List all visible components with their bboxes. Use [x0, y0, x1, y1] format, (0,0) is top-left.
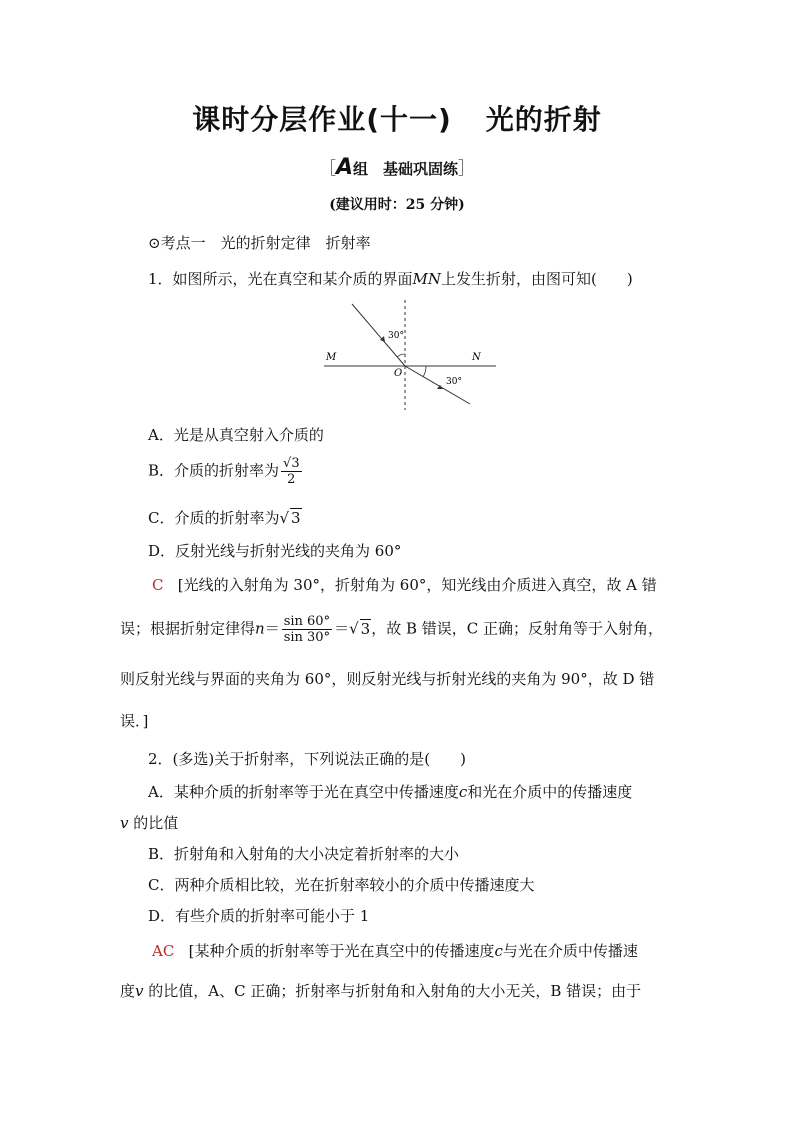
q1-stem-text: 1．如图所示，光在真空和某介质的界面 [148, 270, 413, 288]
q1-answer-eq2: ＝ [334, 619, 350, 638]
frac-den: 2 [287, 472, 296, 487]
q1-option-c-radicand: 3 [291, 509, 301, 527]
q1-option-b [148, 456, 304, 487]
title-main: 课时分层作业(十一) [192, 103, 452, 136]
q1-option-c-text: C．介质的折射率为 [148, 509, 280, 527]
angle-arc-top [397, 354, 405, 357]
q2-option-a-text2: 和光在介质中的传播速度 [467, 783, 633, 801]
frac-num: √3 [283, 456, 300, 471]
q2-v: v [120, 814, 129, 832]
q1-option-b-text: B．介质的折射率为 [148, 461, 280, 480]
frac-den: sin 30° [283, 630, 331, 645]
title-topic: 光的折射 [485, 103, 602, 136]
frac-num: sin 60° [283, 614, 331, 629]
suggested-time: (建议用时：25 分钟) [329, 197, 465, 213]
refraction-diagram [318, 296, 498, 418]
q2-option-a-line2 [120, 812, 178, 833]
q2-option-a-line1 [148, 781, 632, 802]
q1-answer-letter: C [152, 576, 164, 594]
q1-option-d: D．反射光线与折射光线的夹角为 60° [148, 542, 402, 560]
q1-answer-line2: 误；根据折射定律得n＝ $\frac{\sin 60^\circ}{\sin 30^\circ}$ ＝√ 3，故 B 错误，C 正确；反射角等于入射角， [120, 614, 664, 645]
q2-option-d: D．有些介质的折射率可能小于 1 [148, 907, 370, 925]
q1-option-b-fraction [281, 456, 302, 487]
q2-answer-text1b: 与光在介质中传播速 [502, 942, 638, 960]
label-n: N [472, 352, 481, 363]
q2-answer-line1 [152, 940, 638, 961]
q2-option-a-text3: 的比值 [133, 814, 179, 832]
q2-answer-v: v [135, 982, 144, 1000]
refraction-svg [318, 296, 498, 414]
q1-mn: MN [412, 270, 442, 288]
q1-answer-fraction [282, 614, 332, 645]
q1-answer-radicand: 3 [360, 619, 371, 638]
q1-answer-line3: 则反射光线与界面的夹角为 60°，则反射光线与折射光线的夹角为 90°，故 D 错 [120, 670, 655, 688]
angle-label-top: 30° [388, 331, 404, 341]
q2-option-a-text1: A．某种介质的折射率等于光在真空中传播速度 [148, 783, 459, 801]
q1-answer-text1: [光线的入射角为 30°，折射角为 60°，知光线由介质进入真空，故 A 错 [177, 576, 657, 594]
q2-option-c: C．两种介质相比较，光在折射率较小的介质中传播速度大 [148, 876, 535, 894]
q1-stem-text2: 上发生折射，由图可知( ) [441, 270, 633, 288]
q1-answer-line1 [152, 574, 657, 595]
group-name: 组 基础巩固练 [353, 160, 459, 178]
q1-answer-text2a: 误；根据折射定律得 [120, 619, 256, 638]
page-title [0, 98, 794, 138]
q2-answer-text2b: 的比值，A、C 正确；折射率与折射角和入射角的大小无关，B 错误；由于 [148, 982, 642, 1000]
q1-answer-line4: 误．] [120, 712, 149, 730]
q2-c: c [458, 783, 468, 801]
q1-answer-eq: ＝ [264, 619, 280, 638]
q2-answer-c: c [494, 942, 503, 960]
q1-option-c: C．介质的折射率为√ 3 [148, 509, 301, 527]
q1-answer-n: n [255, 619, 265, 638]
q1-option-a: A．光是从真空射入介质的 [148, 426, 324, 444]
section-heading: ⊙考点一 光的折射定律 折射率 [148, 234, 371, 252]
label-o: O [394, 368, 403, 379]
q2-answer-text1a: [某种介质的折射率等于光在真空中的传播速度 [188, 942, 495, 960]
label-m: M [326, 352, 337, 363]
bracket-close: ］ [458, 159, 476, 179]
q1-answer-text2b: ，故 B 错误，C 正确；反射角等于入射角， [371, 619, 664, 638]
question-2-stem: 2．(多选)关于折射率，下列说法正确的是( ) [148, 750, 466, 768]
group-heading [0, 154, 794, 180]
q2-answer-letter: AC [152, 942, 175, 960]
q2-answer-text2a: 度 [120, 982, 136, 1000]
q2-option-b: B．折射角和入射角的大小决定着折射率的大小 [148, 845, 460, 863]
bracket-open: ［ [318, 159, 336, 179]
group-letter: A [335, 155, 353, 180]
question-1-stem [148, 268, 633, 289]
q2-answer-line2 [120, 980, 641, 1001]
angle-label-bottom: 30° [446, 377, 462, 387]
angle-arc-bottom [423, 366, 426, 377]
